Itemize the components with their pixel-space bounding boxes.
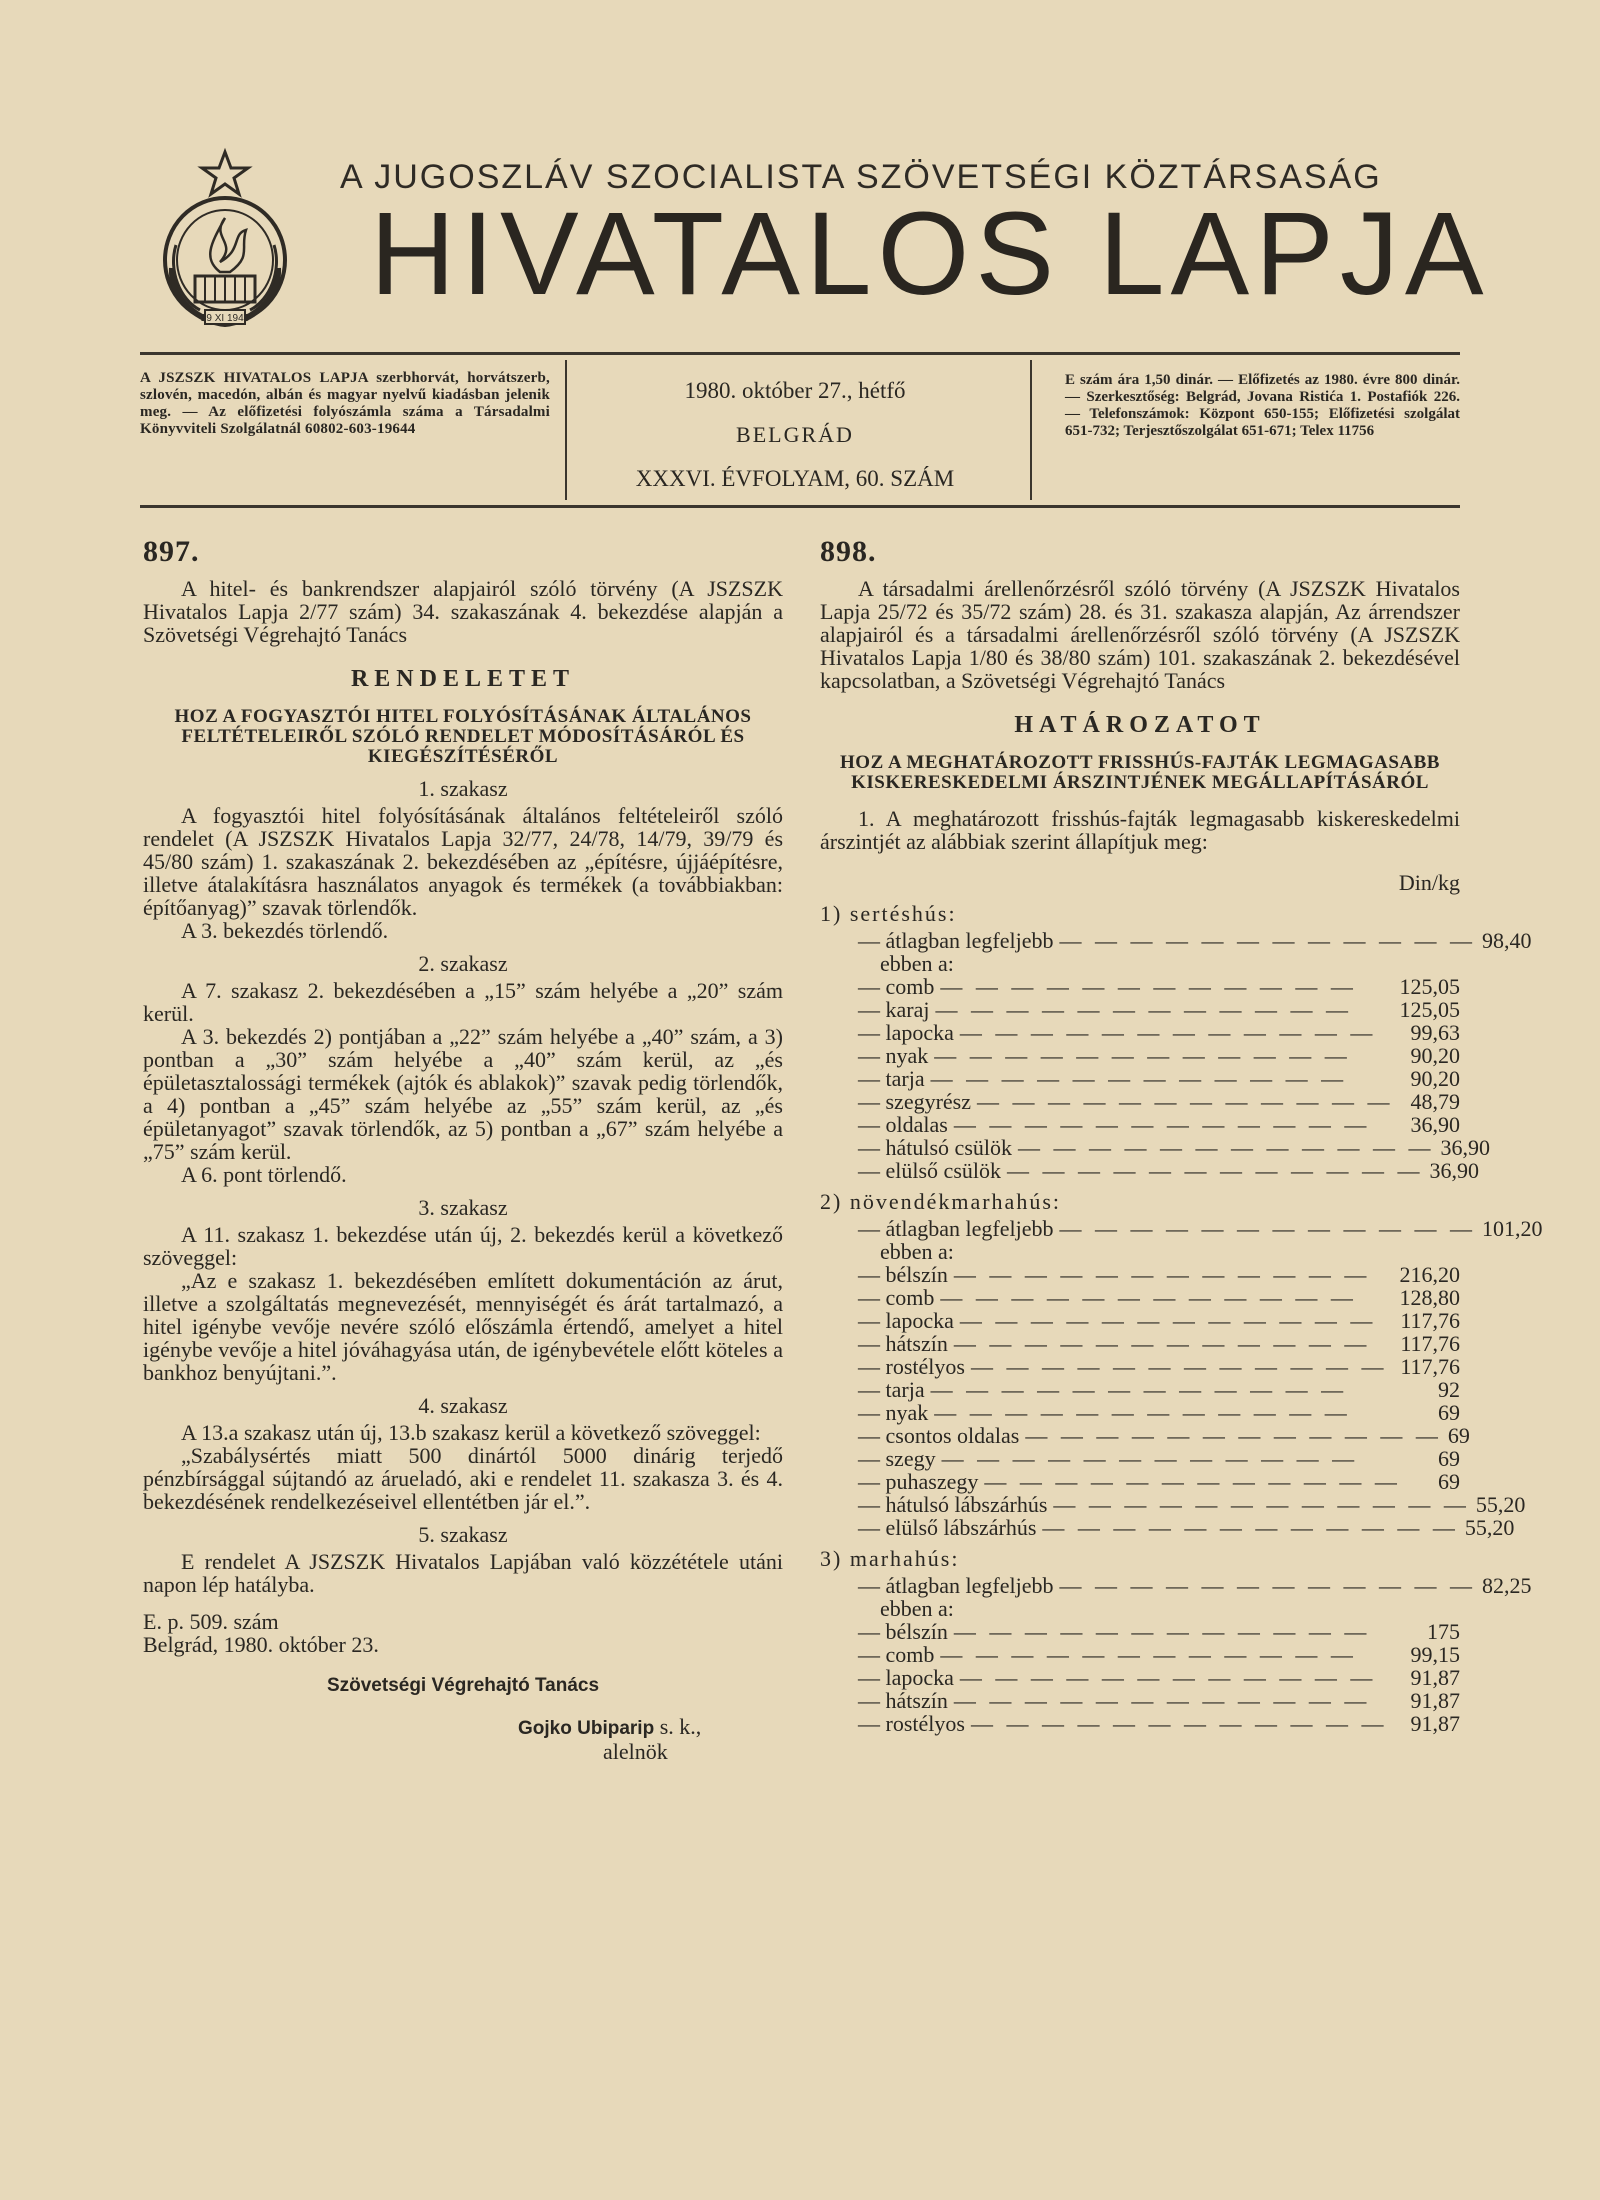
price-row	[820, 1515, 1515, 1540]
document-heading: HOZ A MEGHATÁROZOTT FRISSHÚS-FAJTÁK LEGMAGASABB KISKERESKEDELMI ÁRSZINTJÉNEK MEGÁLLAPÍTÁSÁRÓL	[840, 752, 1440, 793]
price-value: 90,20	[1410, 1066, 1460, 1091]
price-row	[820, 1689, 1460, 1712]
price-item-label: — lapocka	[858, 1665, 954, 1690]
leader-dashes: — — — — — — — — — — — —	[959, 1308, 1377, 1333]
price-value: 99,63	[1410, 1020, 1460, 1045]
price-row	[820, 1263, 1460, 1286]
leader-dashes: — — — — — — — — — — — —	[953, 1688, 1371, 1713]
section-title: 2. szakasz	[418, 951, 508, 976]
leader-dashes: — — — — — — — — — — — —	[953, 1112, 1371, 1137]
leader-dashes: — — — — — — — — — — — —	[1059, 1573, 1476, 1598]
issue-date: 1980. október 27., hétfő	[684, 378, 906, 403]
price-value: 69	[1438, 1400, 1460, 1425]
price-value: 48,79	[1410, 1089, 1460, 1114]
signer-name: Gojko Ubiparip	[518, 1718, 655, 1739]
leader-dashes: — — — — — — — — — — — —	[984, 1469, 1401, 1494]
article-paragraph: 1. A meghatározott frisshús-fajták legmagasabb kiskereskedelmi árszintjét az alábbiak szerint állapítjuk meg:	[820, 806, 1460, 854]
price-value: 128,80	[1399, 1285, 1460, 1310]
price-item-label: — bélszín	[858, 1262, 948, 1287]
section-text: A 3. bekezdés törlendő.	[181, 918, 389, 943]
header-divider-right	[1030, 360, 1032, 500]
place-date: Belgrád, 1980. október 23.	[143, 1632, 379, 1657]
issue-number: XXXVI. ÉVFOLYAM, 60. SZÁM	[635, 466, 955, 491]
price-value: 117,76	[1400, 1331, 1460, 1356]
price-item-label: — tarja	[858, 1377, 925, 1402]
state-emblem-icon	[150, 150, 300, 340]
price-value: 90,20	[1410, 1043, 1460, 1068]
price-value: 69	[1438, 1469, 1460, 1494]
signer-suffix: s. k.,	[659, 1714, 702, 1739]
price-item-label: — elülső csülök	[858, 1158, 1001, 1183]
price-row	[820, 1067, 1460, 1090]
price-row	[820, 1044, 1460, 1067]
issue-place: BELGRÁD	[736, 422, 854, 447]
document-type: HATÁROZATOT	[1014, 712, 1266, 738]
price-row	[820, 1378, 1460, 1401]
price-value: 101,20	[1481, 1216, 1543, 1241]
emblem-date: 29 XI 1943	[200, 313, 250, 324]
price-row	[820, 1492, 1526, 1517]
price-item-label: — elülső lábszárhús	[858, 1515, 1037, 1540]
price-item-label: — hátulsó lábszárhús	[858, 1492, 1048, 1517]
article-number: 897.	[143, 535, 200, 568]
leader-dashes: — — — — — — — — — — — —	[930, 1377, 1348, 1402]
price-value: 125,05	[1399, 997, 1460, 1022]
section-text: A 13.a szakasz után új, 13.b szakasz kerül a következő szöveggel:	[181, 1420, 761, 1445]
price-row	[820, 1332, 1460, 1355]
price-value: 69	[1447, 1423, 1470, 1448]
price-item-label: — tarja	[858, 1066, 925, 1091]
price-item-label: — nyak	[858, 1400, 929, 1425]
price-item-label: — lapocka	[858, 1020, 954, 1045]
price-sub-label: ebben a:	[880, 951, 954, 976]
section-title: 3. szakasz	[418, 1195, 508, 1220]
leader-dashes: — — — — — — — — — — — —	[959, 1665, 1377, 1690]
price-item-label: — oldalas	[858, 1112, 948, 1137]
price-category-title: 2) növendékmarhahús:	[820, 1189, 1061, 1214]
issue-info	[575, 378, 1015, 510]
council-signature: Szövetségi Végrehajtó Tanács	[326, 1675, 600, 1696]
price-category-title: 1) sertéshús:	[820, 901, 957, 926]
article-number: 898.	[820, 535, 877, 568]
leader-dashes: — — — — — — — — — — — —	[1059, 928, 1476, 953]
price-list	[820, 901, 1543, 1736]
price-row	[820, 1090, 1460, 1113]
leader-dashes: — — — — — — — — — — — —	[934, 1400, 1351, 1425]
leader-dashes: — — — — — — — — — — — —	[953, 1619, 1371, 1644]
price-value: 98,40	[1481, 928, 1532, 953]
price-row	[820, 1355, 1460, 1378]
section-title: 4. szakasz	[418, 1393, 508, 1418]
price-item-label: — hátulsó csülök	[858, 1135, 1012, 1160]
price-item-label: — comb	[858, 1642, 935, 1667]
leader-dashes: — — — — — — — — — — — —	[1059, 1216, 1476, 1241]
price-item-label: — csontos oldalas	[858, 1423, 1020, 1448]
article-897	[143, 535, 783, 1764]
leader-dashes: — — — — — — — — — — — —	[959, 1020, 1377, 1045]
price-row	[820, 1666, 1460, 1689]
leader-dashes: — — — — — — — — — — — —	[1007, 1158, 1424, 1183]
leader-dashes: — — — — — — — — — — — —	[940, 1642, 1357, 1667]
document-type: RENDELETET	[350, 666, 576, 692]
price-row	[820, 1158, 1479, 1183]
price-row	[820, 998, 1460, 1021]
signer	[143, 1715, 783, 1740]
section-text: E rendelet A JSZSZK Hivatalos Lapjában való közzététele utáni napon lép hatályba.	[143, 1549, 783, 1597]
section-text: A 3. bekezdés 2) pontjában a „22” szám helyébe a „40” szám, a 3) pontban a „30” szám helyébe a „40” szám kerül, az „és épületasztalossági termékek (ajtók és ablakok)” szavak pedig törlendők, a 4) pontban a „45” szám helyébe az „55” szám kerül, az „és épületanyagot” szavak törlendők, az 5) pontban a „67” szám helyébe a „75” szám kerül.	[143, 1024, 783, 1164]
price-row	[820, 1401, 1460, 1424]
price-item-label: — karaj	[858, 997, 930, 1022]
price-row	[820, 1620, 1460, 1643]
section-title: 5. szakasz	[418, 1522, 508, 1547]
section-text: „Az e szakasz 1. bekezdésében említett dokumentáción az árut, illetve a szolgáltatás megnevezését, mennyiségét és árát tartalmazó, a hitel igénybe vevője nevére szóló előszámla értendő, amelyet a hitel igénybe vevője a hitel jóváhagyása után, de igénybevétele előtt köteles a bankhoz benyújtani.”.	[143, 1268, 783, 1385]
leader-dashes: — — — — — — — — — — — —	[977, 1089, 1394, 1114]
leader-dashes: — — — — — — — — — — — —	[935, 997, 1352, 1022]
section-text: „Szabálysértés miatt 500 dinártól 5000 dinárig terjedő pénzbírsággal sújtandó az árueladó, aki e rendelet 11. szakasza 3. és 4. bekezdésének rendelkezéseivel ellentétben jár el.”.	[143, 1443, 783, 1514]
leader-dashes: — — — — — — — — — — — —	[1025, 1423, 1442, 1448]
article-898	[820, 535, 1543, 1736]
leader-dashes: — — — — — — — — — — — —	[1018, 1135, 1435, 1160]
price-value: 99,15	[1410, 1642, 1460, 1667]
leader-dashes: — — — — — — — — — — — —	[970, 1711, 1388, 1736]
document-heading: HOZ A FOGYASZTÓI HITEL FOLYÓSÍTÁSÁNAK ÁLTALÁNOS FELTÉTELEIRŐL SZÓLÓ RENDELET MÓDOSÍTÁSÁRÓL ÉS KIEGÉSZÍTÉSÉRŐL	[174, 706, 752, 767]
price-value: 125,05	[1399, 974, 1460, 999]
price-row	[820, 1573, 1532, 1598]
price-category-title: 3) marhahús:	[820, 1546, 960, 1571]
price-row	[820, 1643, 1460, 1666]
price-row	[820, 1286, 1460, 1309]
leader-dashes: — — — — — — — — — — — —	[941, 1446, 1359, 1471]
leader-dashes: — — — — — — — — — — — —	[953, 1331, 1371, 1356]
price-row	[820, 1216, 1543, 1241]
republic-name: A JUGOSZLÁV SZOCIALISTA SZÖVETSÉGI KÖZTÁRSASÁG	[340, 158, 1382, 196]
price-value: 91,87	[1410, 1688, 1460, 1713]
header-top-rule	[140, 352, 1460, 355]
price-value: 117,76	[1400, 1308, 1460, 1333]
price-value: 117,76	[1400, 1354, 1460, 1379]
article-intro: A hitel- és bankrendszer alapjairól szóló törvény (A JSZSZK Hivatalos Lapja 2/77 szám) 34. szakaszának 4. bekezdése alapján a Szövetségi Végrehajtó Tanács	[143, 576, 783, 647]
reference-number: E. p. 509. szám	[143, 1609, 279, 1634]
leader-dashes: — — — — — — — — — — — —	[970, 1354, 1388, 1379]
price-value: 36,90	[1440, 1135, 1490, 1160]
leader-dashes: — — — — — — — — — — — —	[953, 1262, 1371, 1287]
price-item-label: — lapocka	[858, 1308, 954, 1333]
price-item-label: — puhaszegy	[858, 1469, 979, 1494]
gazette-title: HIVATALOS LAPJA	[370, 188, 1490, 320]
price-row	[820, 1021, 1460, 1044]
price-contact-info: E szám ára 1,50 dinár. — Előfizetés az 1980. évre 800 dinár. — Szerkesztőség: Belgrád, Jovana Ristića 1. Postafiók 226. — Telefonszámok: Központ 650-155; Előfizetési szolgálat 651-732; Terjesztőszolgálat 651-671; Telex 11756	[1065, 372, 1460, 439]
price-item-label: — szegy	[858, 1446, 936, 1471]
section-text: A 11. szakasz 1. bekezdése után új, 2. bekezdés kerül a következő szöveggel:	[143, 1222, 783, 1270]
price-value: 92	[1438, 1377, 1460, 1402]
price-row	[820, 975, 1460, 998]
price-value: 82,25	[1481, 1573, 1532, 1598]
publication-info: A JSZSZK HIVATALOS LAPJA szerbhorvát, horvátszerb, szlovén, macedón, albán és magyar nyelvű kiadásban jelenik meg. — Az előfizetési folyószámla száma a Társadalmi Könyvviteli Szolgálatnál 60802-603-19644	[140, 370, 550, 437]
price-item-label: — átlagban legfeljebb	[858, 1573, 1054, 1598]
price-value: 36,90	[1410, 1112, 1460, 1137]
section-text: A fogyasztói hitel folyósításának általános feltételeiről szóló rendelet (A JSZSZK Hivatalos Lapja 32/77, 24/78, 14/79, 39/79 és 45/80 szám) 1. szakaszának 2. bekezdésében az „építésre, újjáépítésre, illetve átalakításra használatos anyagok és termékek (a továbbiakban: építőanyag)” szavak törlendők.	[143, 803, 783, 920]
leader-dashes: — — — — — — — — — — — —	[940, 974, 1357, 999]
price-value: 69	[1438, 1446, 1460, 1471]
signer-role: alelnök	[603, 1739, 668, 1764]
price-item-label: — comb	[858, 974, 935, 999]
price-value: 36,90	[1429, 1158, 1479, 1183]
price-value: 91,87	[1410, 1711, 1460, 1736]
price-item-label: — bélszín	[858, 1619, 948, 1644]
price-row	[820, 1712, 1460, 1735]
leader-dashes: — — — — — — — — — — — —	[930, 1066, 1348, 1091]
price-item-label: — hátszín	[858, 1331, 948, 1356]
leader-dashes: — — — — — — — — — — — —	[940, 1285, 1357, 1310]
price-row	[820, 1447, 1460, 1470]
price-value: 55,20	[1464, 1515, 1515, 1540]
price-item-label: — comb	[858, 1285, 935, 1310]
price-row	[820, 1309, 1460, 1332]
price-item-label: — átlagban legfeljebb	[858, 1216, 1054, 1241]
price-item-label: — rostélyos	[858, 1354, 965, 1379]
section-title: 1. szakasz	[418, 776, 508, 801]
price-item-label: — rostélyos	[858, 1711, 965, 1736]
price-row	[820, 1113, 1460, 1136]
header-divider-left	[565, 360, 567, 500]
price-row	[820, 1470, 1460, 1493]
price-row	[820, 928, 1532, 953]
section-text: A 7. szakasz 2. bekezdésében a „15” szám helyébe a „20” szám kerül.	[143, 978, 783, 1026]
article-intro: A társadalmi árellenőrzésről szóló törvény (A JSZSZK Hivatalos Lapja 25/72 és 35/72 szám) 28. és 31. szakasza alapján, Az árrendszer alapjairól és a társadalmi árellenőrzésről szóló törvény (A JSZSZK Hivatalos Lapja 1/80 és 38/80 szám) 101. szakaszának 2. bekezdésével kapcsolatban, a Szövetségi Végrehajtó Tanács	[820, 576, 1460, 693]
price-value: 175	[1427, 1619, 1460, 1644]
price-row	[820, 1135, 1490, 1160]
price-value: 216,20	[1399, 1262, 1460, 1287]
section-text: A 6. pont törlendő.	[181, 1162, 347, 1187]
leader-dashes: — — — — — — — — — — — —	[1053, 1492, 1470, 1517]
price-row	[820, 1423, 1470, 1448]
price-item-label: — hátszín	[858, 1688, 948, 1713]
price-sub-label: ebben a:	[880, 1596, 954, 1621]
leader-dashes: — — — — — — — — — — — —	[934, 1043, 1351, 1068]
price-item-label: — átlagban legfeljebb	[858, 928, 1054, 953]
price-item-label: — szegyrész	[858, 1089, 972, 1114]
leader-dashes: — — — — — — — — — — — —	[1042, 1515, 1459, 1540]
price-unit: Din/kg	[1398, 870, 1460, 895]
price-sub-label: ebben a:	[880, 1239, 954, 1264]
price-value: 91,87	[1410, 1665, 1460, 1690]
price-item-label: — nyak	[858, 1043, 929, 1068]
price-value: 55,20	[1475, 1492, 1526, 1517]
